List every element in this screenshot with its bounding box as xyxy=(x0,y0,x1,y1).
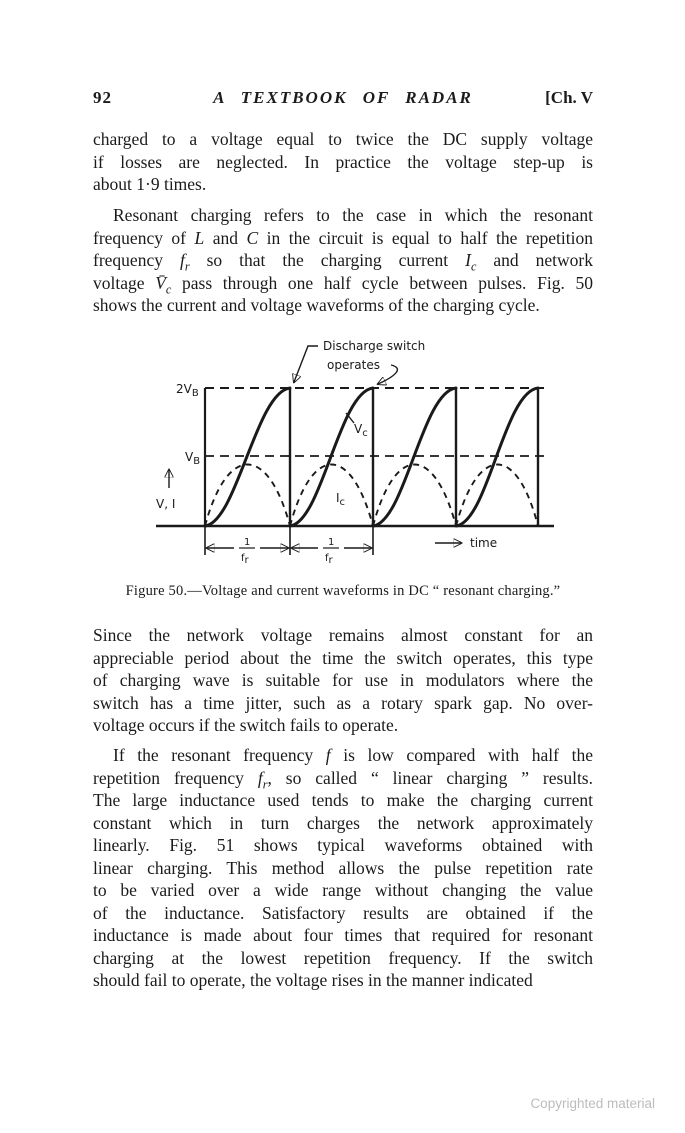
text-line: charged to a voltage equal to twice the DC supply voltage xyxy=(93,129,593,149)
ic-label: $I_c$ xyxy=(336,491,346,508)
paragraph-4 xyxy=(93,744,593,992)
paragraph-2 xyxy=(93,204,593,317)
text-line: repetition frequency $f_r$, so called “ linear charging ” results. xyxy=(93,767,593,791)
text-line: Since the network voltage remains almost constant for an xyxy=(93,625,593,645)
annotation-arrow-1 xyxy=(294,346,318,382)
text-line: to be varied over a wide range without changing the value xyxy=(93,880,593,900)
annotation-line2: operates xyxy=(327,358,380,372)
text-line: frequency of L and C in the circuit is equal to half the repetition xyxy=(93,227,593,248)
text-line: if losses are neglected. In practice the voltage step-up is xyxy=(93,151,593,172)
text-line: voltage $V̄_c$ pass through one half cycle between pulses. Fig. 50 xyxy=(93,272,593,296)
frac2-denominator: fr xyxy=(325,553,333,566)
chapter-label: [Ch. V xyxy=(545,88,593,107)
page-number: 92 xyxy=(93,88,112,107)
text-line: charging at the lowest repetition frequency. If the switch xyxy=(93,947,593,968)
page-header xyxy=(93,88,593,110)
frac2-numerator: 1 xyxy=(328,537,335,548)
vc-curve xyxy=(205,388,538,526)
annotation-line1: Discharge switch xyxy=(323,339,426,353)
ic-curve xyxy=(205,465,538,527)
figure-50-diagram xyxy=(148,336,588,581)
text-line: inductance is made about four times that required for resonant xyxy=(93,925,593,945)
copyright-watermark: Copyrighted material xyxy=(530,1096,655,1111)
text-line: switch has a time jitter, such as a rotary spark gap. No over- xyxy=(93,692,593,713)
text-line: constant which in turn charges the network approximately xyxy=(93,812,593,833)
frac1-numerator: 1 xyxy=(244,537,251,548)
text-line: frequency $f_r$ so that the charging current $I_c$ and network xyxy=(93,250,593,274)
text-line: about 1·9 times. xyxy=(93,174,207,194)
time-label: time xyxy=(470,536,498,550)
text-line: linear charging. This method allows the pulse repetition rate xyxy=(93,857,593,878)
2vb-label: $2V_B$ xyxy=(176,382,199,399)
running-title: A TEXTBOOK OF RADAR xyxy=(213,88,473,107)
text-line: shows the current and voltage waveforms of the charging cycle. xyxy=(93,295,540,315)
vi-axis-label: V, I xyxy=(156,497,176,511)
waveform-chart xyxy=(148,336,588,581)
text-line: should fail to operate, the voltage rises in the manner indicated xyxy=(93,970,533,990)
figure-caption: Figure 50.—Voltage and current waveforms in DC “ resonant charging.” xyxy=(125,583,561,599)
vc-label: $V_c$ xyxy=(354,422,368,439)
text-line: of the inductance. Satisfactory results are obtained if the xyxy=(93,902,593,923)
text-line: voltage occurs if the switch fails to operate. xyxy=(93,715,399,735)
paragraph-3 xyxy=(93,624,593,737)
frac1-denominator: fr xyxy=(241,553,249,566)
text-line: The large inductance used tends to make the charging current xyxy=(93,790,593,810)
text-line: If the resonant frequency f is low compared with half the xyxy=(113,745,593,765)
text-line: Resonant charging refers to the case in which the resonant xyxy=(113,205,593,225)
text-line: of charging wave is suitable for use in modulators where the xyxy=(93,670,593,690)
text-line: appreciable period about the time the switch operates, this type xyxy=(93,647,593,668)
paragraph-1 xyxy=(93,128,593,196)
annotation-arrow-2 xyxy=(378,365,397,384)
text-line: linearly. Fig. 51 shows typical waveforms obtained with xyxy=(93,835,593,855)
vb-label: $V_B$ xyxy=(185,450,201,467)
